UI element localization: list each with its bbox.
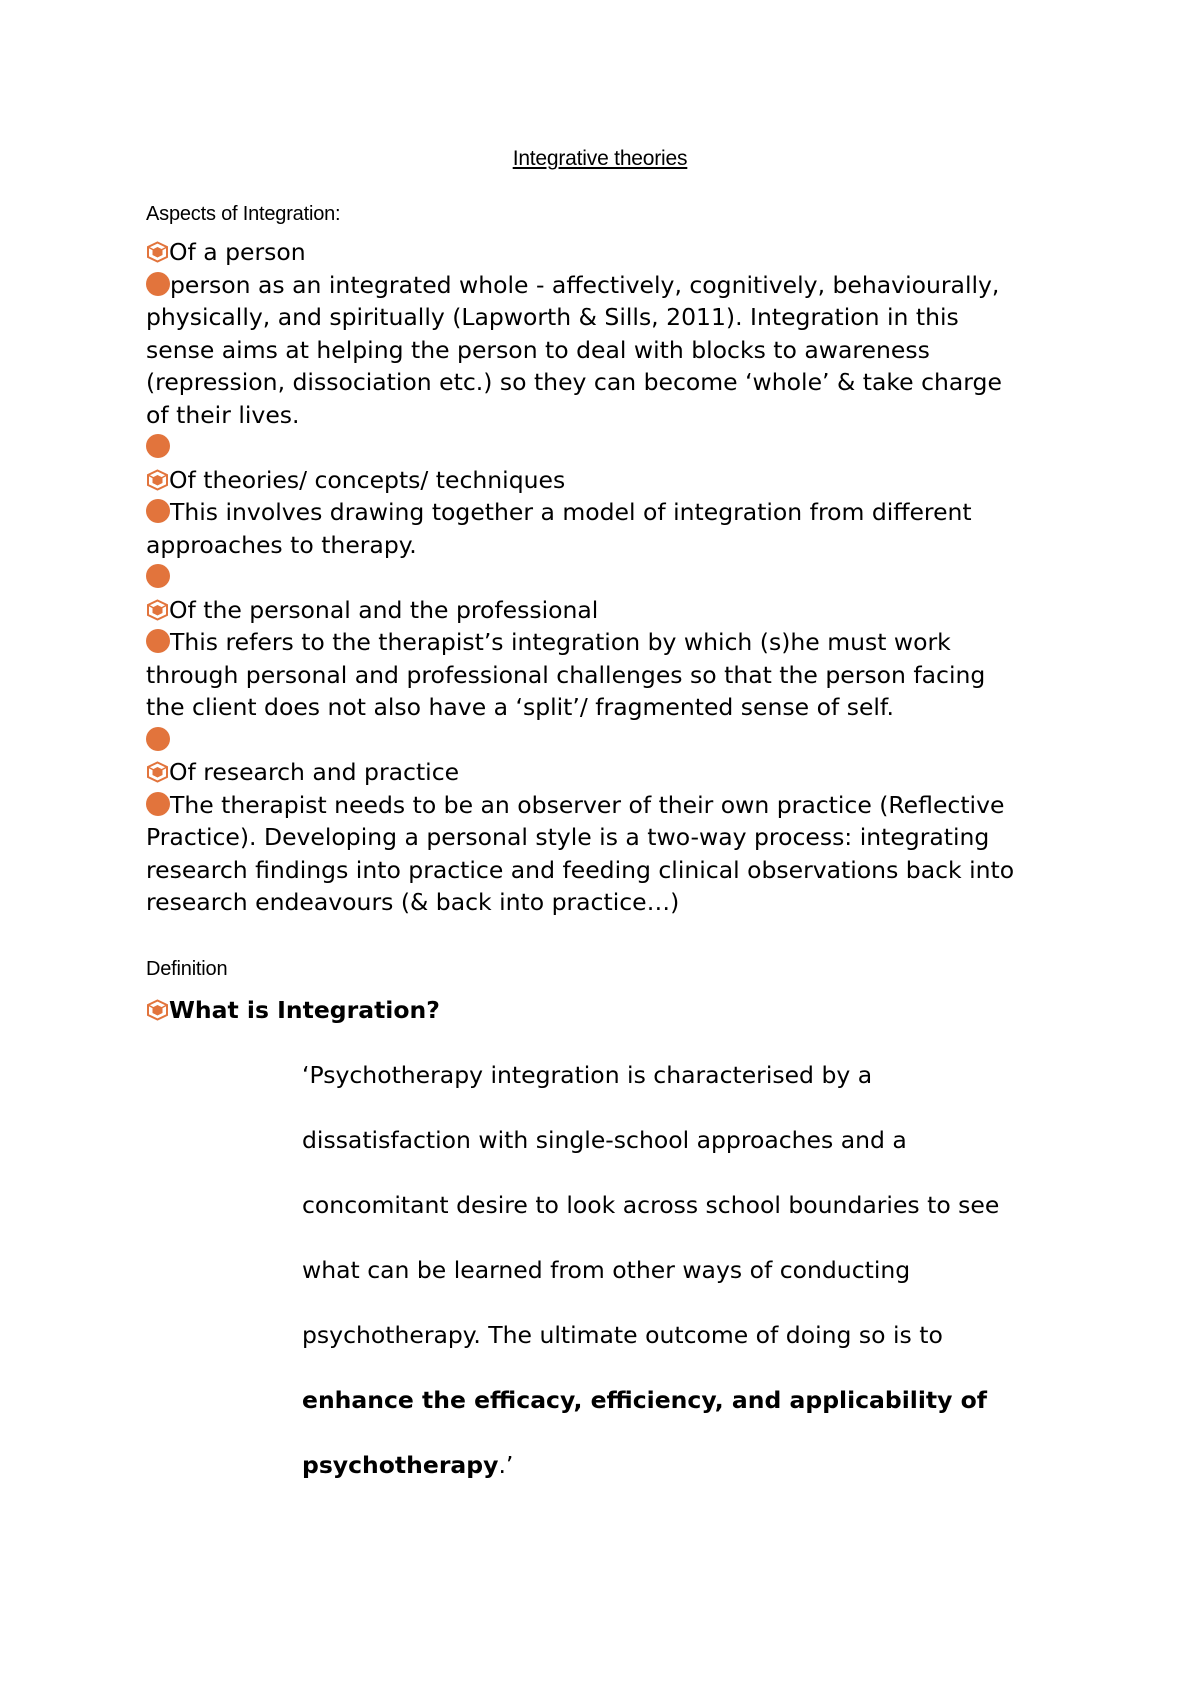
paragraph-line: Practice). Developing a personal style is a two-way process: integrating [146, 823, 990, 851]
quote-line-bold [302, 1386, 987, 1414]
section-heading [146, 464, 1066, 497]
empty-bullet-line [146, 724, 1066, 757]
section-heading-text: Of the personal and the professional [169, 595, 599, 624]
quote-bold-text: enhance the efficacy, efficiency, and applicability of [302, 1386, 987, 1414]
paragraph-line: approaches to therapy. [146, 530, 417, 559]
empty-bullet-line [146, 561, 1066, 594]
quote-line-final [302, 1451, 513, 1479]
quote-line: ‘Psychotherapy integration is characterised by a [302, 1061, 873, 1089]
paragraph-line [146, 789, 1066, 822]
circle-bullet-icon [146, 727, 170, 751]
hexagon-bullet-icon [146, 597, 169, 619]
quote-line: psychotherapy. The ultimate outcome of doing so is to [302, 1321, 943, 1349]
aspects-heading: Aspects of Integration: [146, 203, 341, 225]
definition-question-block [146, 994, 1066, 1027]
circle-bullet-icon [146, 792, 170, 816]
paragraph-line: research findings into practice and feeding clinical observations back into [146, 855, 1015, 884]
paragraph-line [146, 269, 1066, 302]
quote-line: concomitant desire to look across school boundaries to see [302, 1191, 1000, 1219]
circle-bullet-icon [146, 629, 170, 653]
section-heading [146, 756, 1066, 789]
paragraph-line: the client does not also have a ‘split’/ fragmented sense of self. [146, 693, 894, 721]
definition-question [146, 994, 1066, 1027]
circle-bullet-icon [146, 272, 170, 296]
section-heading-text: Of theories/ concepts/ techniques [169, 465, 566, 494]
aspects-body [146, 236, 1066, 919]
paragraph-line [146, 496, 1066, 529]
section-heading-text: Of a person [169, 238, 306, 266]
document-title: Integrative theories [512, 147, 688, 170]
circle-bullet-icon [146, 434, 170, 458]
hexagon-bullet-icon [146, 997, 169, 1019]
quote-closing: .’ [498, 1451, 514, 1479]
paragraph-line: through personal and professional challenges so that the person facing [146, 660, 986, 689]
paragraph-text: This involves drawing together a model of integration from different [170, 498, 972, 526]
definition-heading: Definition [146, 958, 228, 980]
paragraph-line: physically, and spiritually (Lapworth & Sills, 2011). Integration in this [146, 303, 959, 331]
paragraph-line [146, 626, 1066, 659]
quote-bold-text: psychotherapy [302, 1451, 499, 1479]
definition-question-text: What is Integration? [169, 996, 440, 1024]
paragraph-text: The therapist needs to be an observer of their own practice (Reflective [170, 790, 1005, 819]
paragraph-line: sense aims at helping the person to deal with blocks to awareness [146, 335, 930, 364]
circle-bullet-icon [146, 499, 170, 523]
paragraph-line: of their lives. [146, 400, 300, 429]
quote-line: what can be learned from other ways of conducting [302, 1256, 911, 1284]
quote-line: dissatisfaction with single-school approaches and a [302, 1126, 907, 1154]
paragraph-line: (repression, dissociation etc.) so they can become ‘whole’ & take charge [146, 368, 1002, 396]
section-heading [146, 236, 1066, 269]
section-heading [146, 594, 1066, 627]
hexagon-bullet-icon [146, 239, 169, 261]
empty-bullet-line [146, 431, 1066, 464]
hexagon-bullet-icon [146, 467, 169, 489]
circle-bullet-icon [146, 564, 170, 588]
section-heading-text: Of research and practice [169, 758, 460, 786]
paragraph-text: This refers to the therapist’s integration by which (s)he must work [170, 628, 951, 656]
hexagon-bullet-icon [146, 759, 169, 781]
paragraph-line: research endeavours (& back into practice…) [146, 888, 680, 916]
paragraph-text: person as an integrated whole - affectively, cognitively, behaviourally, [170, 270, 1000, 299]
